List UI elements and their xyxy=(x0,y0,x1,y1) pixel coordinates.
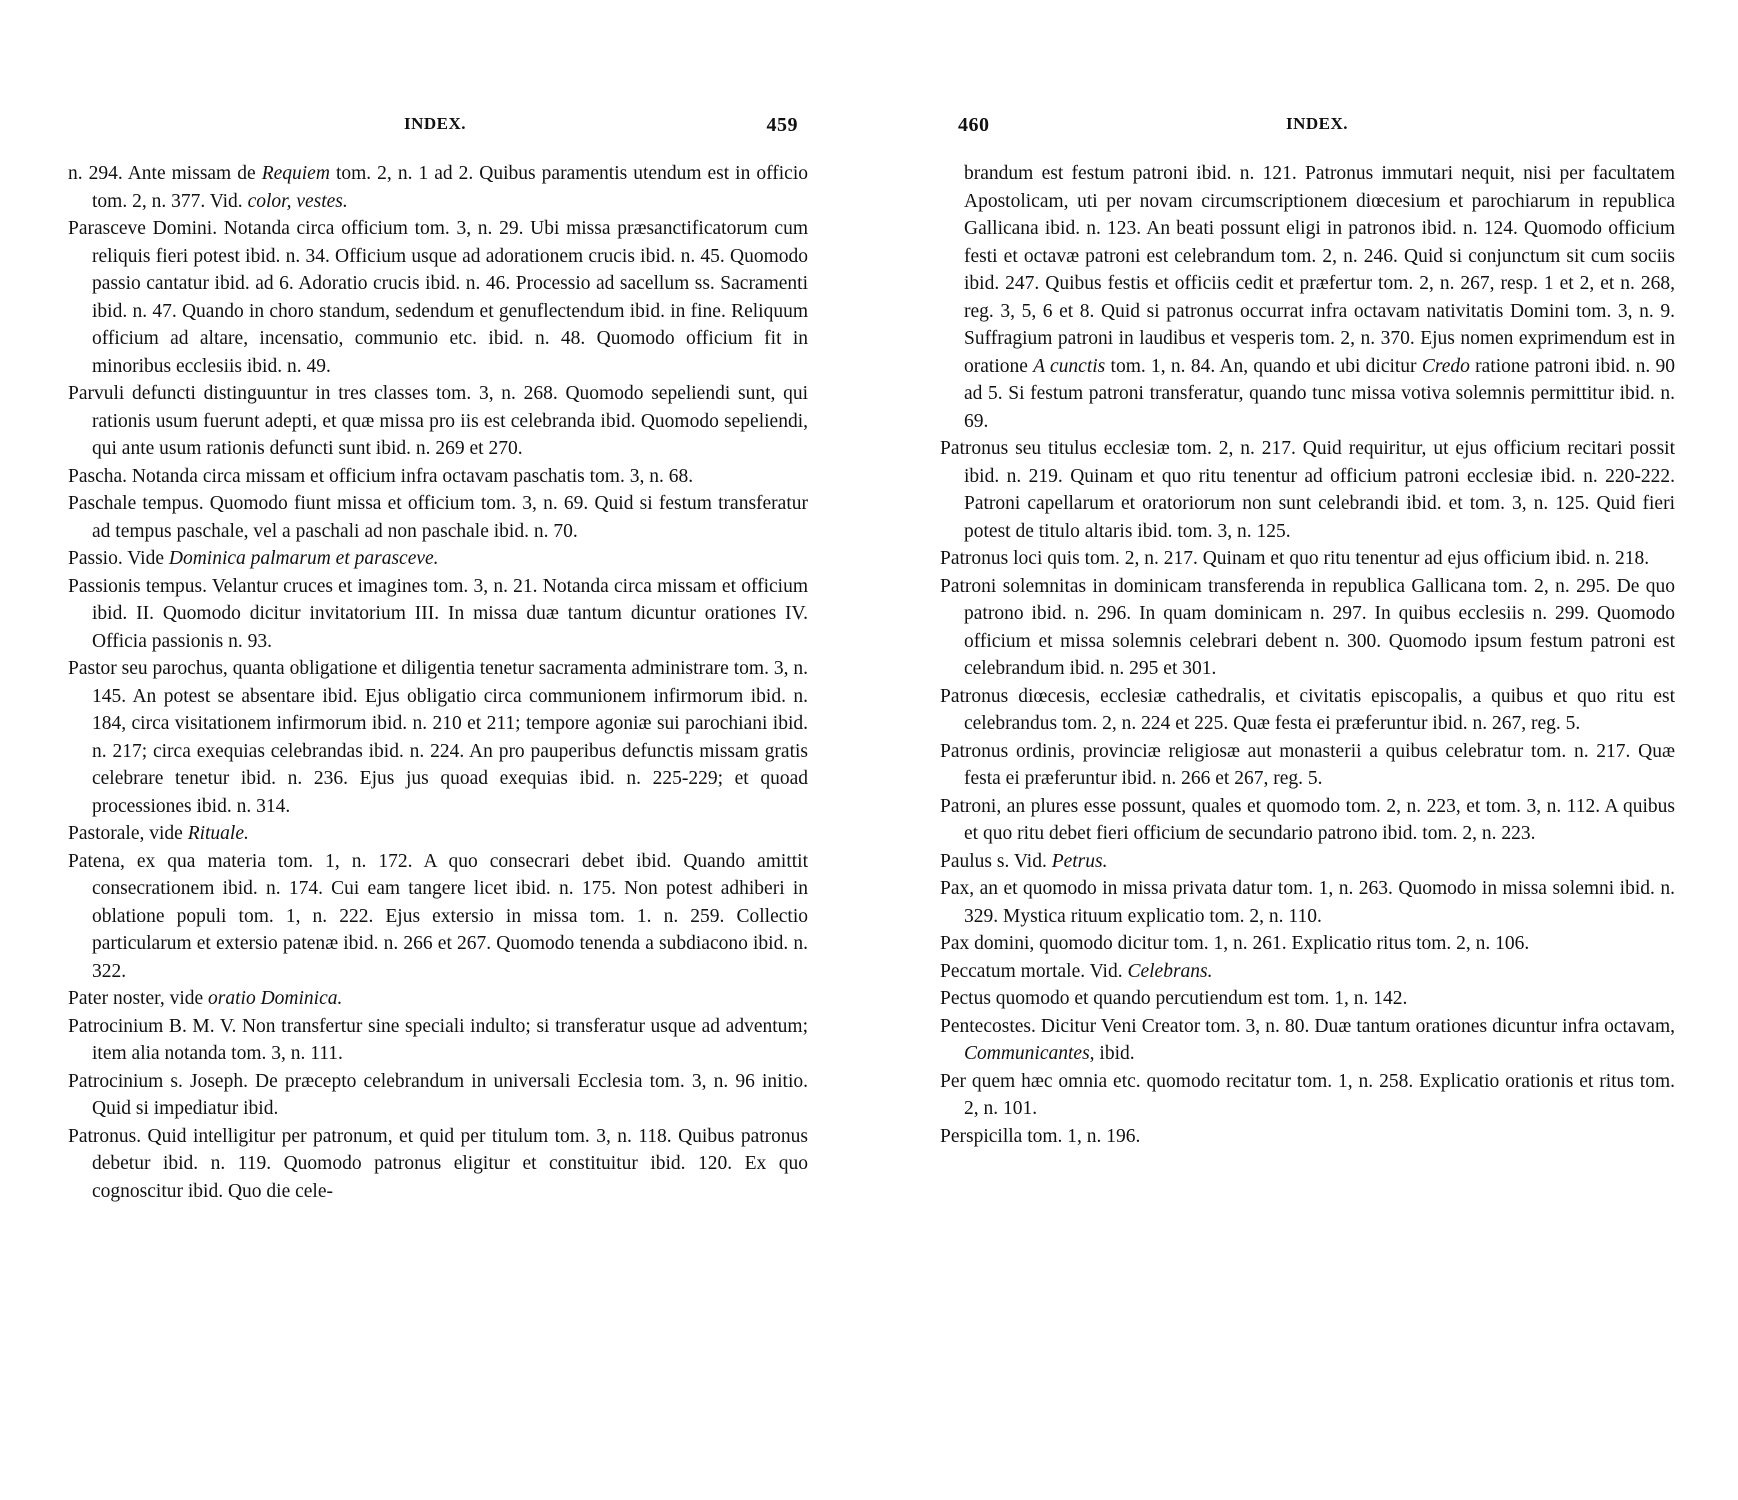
index-entry xyxy=(940,738,1675,793)
index-entry xyxy=(940,573,1675,683)
index-entry xyxy=(68,380,808,463)
entry-text: Passionis tempus. Velantur cruces et imagines tom. 3, n. 21. Notanda circa missam et officium ibid. II. Quomodo dicitur invitatorium III. In missa duæ tantum dicuntur orationes IV. Officia passionis n. 93. xyxy=(68,575,808,652)
entry-text: Patronus diœcesis, ecclesiæ cathedralis, et civitatis episcopalis, a quibus et quo ritu est celebrandus tom. 2, n. 224 et 225. Quæ festa ei præferuntur ibid. n. 267, reg. 5. xyxy=(940,685,1675,734)
entry-italic-text: A cunctis xyxy=(1033,355,1106,377)
entry-italic-text: Rituale. xyxy=(187,823,249,844)
index-entry xyxy=(68,215,808,380)
index-entry xyxy=(68,463,808,491)
entry-text: Patronus loci quis tom. 2, n. 217. Quinam et quo ritu tenentur ad ejus officium ibid. n. 218. xyxy=(940,548,1650,569)
entry-text: , ibid. xyxy=(1089,1043,1135,1064)
entry-text: tom. 1, n. 84. An, quando et ubi dicitur xyxy=(1105,355,1422,377)
entry-text: Pax domini, quomodo dicitur tom. 1, n. 261. Explicatio ritus tom. 2, n. 106. xyxy=(940,933,1530,954)
index-entry xyxy=(68,655,808,820)
index-entry xyxy=(68,573,808,656)
index-entry xyxy=(940,545,1675,573)
entry-text: Parvuli defuncti distinguuntur in tres classes tom. 3, n. 268. Quomodo sepeliendi sunt, qui rationis usum fuerunt adepti, et quæ missa pro iis est celebranda ibid. Quomodo sepeliendi, qui ante usum rationis defuncti sunt ibid. n. 269 et 270. xyxy=(68,383,808,459)
entry-text: Pentecostes. Dicitur Veni Creator tom. 3, n. 80. Duæ tantum orationes dicuntur infra octavam, xyxy=(940,1015,1675,1037)
index-entry xyxy=(940,930,1675,958)
entry-text: Pastorale, vide xyxy=(68,823,188,844)
entry-text: brandum est festum patroni ibid. n. 121. Patronus immutari nequit, nisi per facultatem Apostolicam, uti per novam circumscriptionem diœcesium et parochiarum in republica Gallicana ibid. n. 123. An beati possunt eligi in patronos ibid. n. 124. Quomodo officium festi et octavæ patroni est celebrandum tom. 2, n. 246. Quid si conjunctum sit cum sociis ibid. 247. Quibus festis et officiis cedit et præfertur tom. 2, n. 267, resp. 1 et 2, et n. 268, reg. 3, 5, 6 et 8. Quid si patronus occurrat infra octavam nativitatis Domini tom. 3, n. 9. Suffragium patroni in laudibus et vesperis tom. 2, n. 370. Ejus nomen exprimendum est in oratione xyxy=(964,163,1675,377)
entry-italic-text: Communicantes xyxy=(964,1043,1090,1064)
index-entry xyxy=(940,793,1675,848)
right-page xyxy=(940,0,1675,1500)
index-entry xyxy=(68,848,808,986)
left-index-entries xyxy=(68,160,808,1205)
entry-italic-text: color, vestes. xyxy=(247,190,348,212)
entry-text: Peccatum mortale. Vid. xyxy=(940,960,1128,982)
entry-italic-text: Celebrans. xyxy=(1127,960,1213,982)
index-entry xyxy=(68,490,808,545)
index-entry xyxy=(940,160,1675,435)
entry-text: Paschale tempus. Quomodo fiunt missa et officium tom. 3, n. 69. Quid si festum transferatur ad tempus paschale, vel a paschali ad non paschale ibid. n. 70. xyxy=(68,493,808,542)
entry-text: Pascha. Notanda circa missam et officium infra octavam paschatis tom. 3, n. 68. xyxy=(68,465,694,487)
left-running-title: INDEX. xyxy=(404,114,467,133)
index-entry xyxy=(940,985,1675,1013)
left-page xyxy=(68,0,808,1500)
index-entry xyxy=(68,820,808,848)
entry-text: Patena, ex qua materia tom. 1, n. 172. A quo consecrari debet ibid. Quando amittit consecrationem ibid. n. 174. Cui eam tangere licet ibid. n. 175. Non potest adhiberi in oblatione populi tom. 1, n. 222. Ejus extersio in missa tom. 1. n. 259. Collectio particularum et extersio patenæ ibid. n. 266 et 267. Quomodo tenenda a subdiacono ibid. n. 322. xyxy=(68,850,808,982)
entry-text: n. 294. Ante missam de xyxy=(68,163,262,184)
entry-text: Patrocinium s. Joseph. De præcepto celebrandum in universali Ecclesia tom. 3, n. 96 initio. Quid si impediatur ibid. xyxy=(68,1070,808,1119)
right-running-head xyxy=(940,114,1675,138)
entry-text: Patroni, an plures esse possunt, quales et quomodo tom. 2, n. 223, et tom. 3, n. 112. A quibus et quo ritu debet fieri officium de secundario patrono ibid. tom. 2, n. 223. xyxy=(940,795,1675,844)
entry-italic-text: Requiem xyxy=(261,163,330,184)
index-entry xyxy=(68,1123,808,1206)
entry-italic-text: Petrus. xyxy=(1051,850,1108,872)
index-entry xyxy=(940,958,1675,986)
index-entry xyxy=(68,1068,808,1123)
index-entry xyxy=(68,160,808,215)
right-index-entries xyxy=(940,160,1675,1150)
left-page-number: 459 xyxy=(766,114,798,136)
entry-text: tom. 2, n. 1 ad 2. Quibus paramentis utendum est in officio tom. 2, n. 377. Vid. xyxy=(92,163,809,212)
entry-text: Patronus ordinis, provinciæ religiosæ aut monasterii a quibus celebratur tom. n. 217. Quæ festa ei præferuntur ibid. n. 266 et 267, reg. 5. xyxy=(940,740,1675,789)
entry-text: Passio. Vide xyxy=(68,548,169,569)
entry-text: Pax, an et quomodo in missa privata datur tom. 1, n. 263. Quomodo in missa solemni ibid. n. 329. Mystica rituum explicatio tom. 2, n. 110. xyxy=(940,878,1675,927)
right-running-title: INDEX. xyxy=(1286,114,1349,133)
entry-text: Paulus s. Vid. xyxy=(940,850,1052,872)
entry-text: Per quem hæc omnia etc. quomodo recitatur tom. 1, n. 258. Explicatio orationis et ritus tom. 2, n. 101. xyxy=(940,1070,1675,1119)
index-entry xyxy=(940,875,1675,930)
index-entry xyxy=(940,683,1675,738)
entry-text: Parasceve Domini. Notanda circa officium tom. 3, n. 29. Ubi missa præsanctificatorum cum reliquis fieri potest ibid. n. 34. Officium usque ad adorationem crucis ibid. n. 45. Quomodo passio cantatur ibid. ad 6. Adoratio crucis ibid. n. 46. Processio ad sacellum ss. Sacramenti ibid. n. 47. Quando in choro standum, sedendum et genuflectendum ibid. in fine. Reliquum officium ad altare, incensatio, communio etc. ibid. n. 48. Quomodo officium fit in minoribus ecclesiis ibid. n. 49. xyxy=(68,218,808,377)
index-entry xyxy=(940,435,1675,545)
entry-text: Pater noster, vide xyxy=(68,988,209,1009)
left-running-head xyxy=(68,114,808,138)
entry-text: Patronus. Quid intelligitur per patronum, et quid per titulum tom. 3, n. 118. Quibus patronus debetur ibid. n. 119. Quomodo patronus eligitur et constituitur ibid. 120. Ex quo cognoscitur ibid. Quo die cele- xyxy=(68,1125,808,1202)
index-entry xyxy=(68,985,808,1013)
entry-italic-text: Dominica palmarum et parasceve. xyxy=(168,548,439,569)
right-page-number: 460 xyxy=(958,114,990,136)
entry-text: Patronus seu titulus ecclesiæ tom. 2, n. 217. Quid requiritur, ut ejus officium recitari possit ibid. n. 219. Quinam et quo ritu tenentur ad officium patroni ecclesiæ ibid. n. 220-222. Patroni capellarum et oratoriorum non sunt celebrandi ibid. et tom. 3, n. 125. Quid fieri potest de titulo altaris ibid. tom. 3, n. 125. xyxy=(940,438,1675,542)
index-entry xyxy=(940,848,1675,876)
entry-text: ratione patroni ibid. n. 90 ad 5. Si festum patroni transferatur, quando tunc missa votiva solemnis permittitur ibid. n. 69. xyxy=(964,355,1675,432)
entry-text: Patrocinium B. M. V. Non transfertur sine speciali indulto; si transferatur usque ad adventum; item alia notanda tom. 3, n. 111. xyxy=(68,1015,808,1064)
entry-text: Perspicilla tom. 1, n. 196. xyxy=(940,1125,1141,1147)
entry-italic-text: Credo xyxy=(1421,355,1470,377)
index-entry xyxy=(940,1068,1675,1123)
index-entry xyxy=(940,1123,1675,1151)
index-entry xyxy=(68,1013,808,1068)
entry-italic-text: oratio Dominica. xyxy=(208,988,343,1009)
entry-text: Pectus quomodo et quando percutiendum est tom. 1, n. 142. xyxy=(940,988,1408,1009)
entry-text: Patroni solemnitas in dominicam transferenda in republica Gallicana tom. 2, n. 295. De quo patrono ibid. n. 296. In quam dominicam n. 297. In quibus ecclesiis n. 299. Quomodo officium et missa solemnis celebrari debent n. 300. Quomodo ipsum festum patroni est celebrandum ibid. n. 295 et 301. xyxy=(940,575,1675,679)
index-entry xyxy=(68,545,808,573)
index-entry xyxy=(940,1013,1675,1068)
entry-text: Pastor seu parochus, quanta obligatione et diligentia tenetur sacramenta administrare tom. 3, n. 145. An potest se absentare ibid. Ejus obligatio circa communionem infirmorum ibid. n. 184, circa visitationem infirmorum ibid. n. 210 et 211; tempore agoniæ sui parochiani ibid. n. 217; circa exequias celebrandas ibid. n. 224. An pro pauperibus defunctis missam gratis celebrare tenetur ibid. n. 236. Ejus jus quoad exequias ibid. n. 225-229; et quoad processiones ibid. n. 314. xyxy=(68,658,808,817)
